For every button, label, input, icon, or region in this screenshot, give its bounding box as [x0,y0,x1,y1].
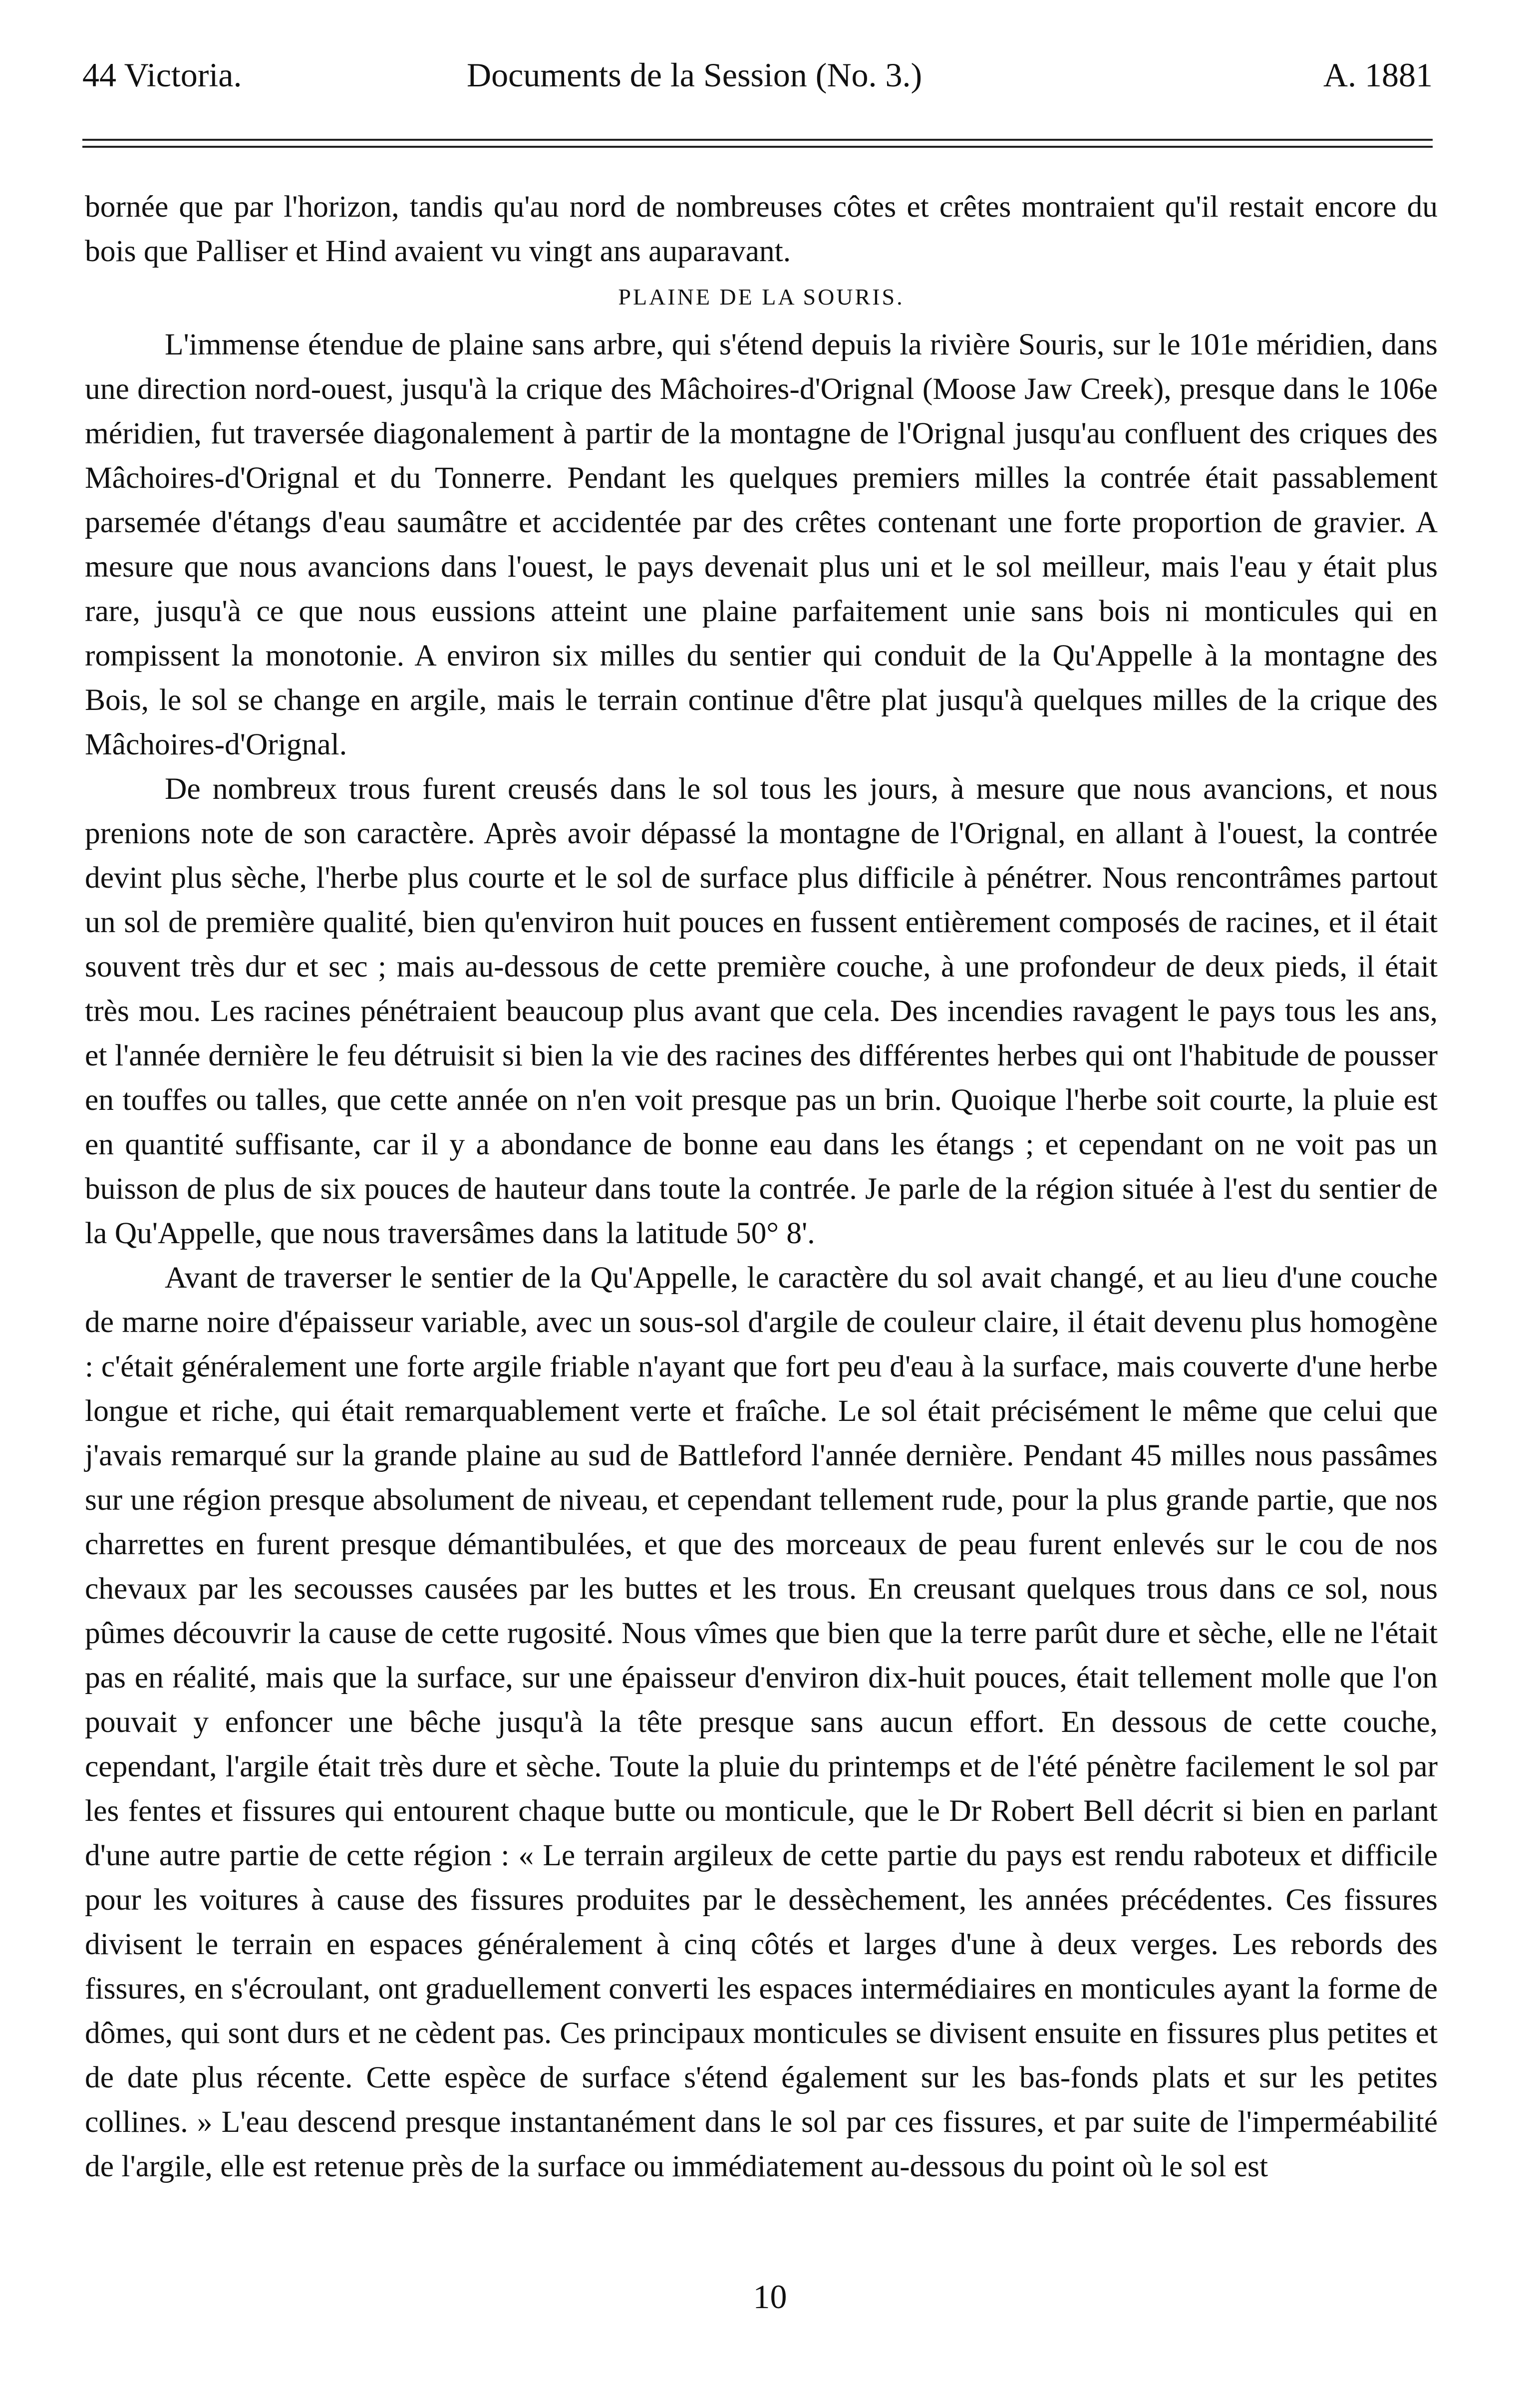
header-rule-bottom [82,146,1433,148]
paragraph: De nombreux trous furent creusés dans le sol tous les jours, à mesure que nous avancions, et nous prenions note de son caractère. Après avoir dépassé la montagne de l'Orignal, en allant à l'ouest, la contrée devint plus sèche, l'herbe plus courte et le sol de surface plus difficile à pénétrer. Nous rencontrâmes partout un sol de première qualité, bien qu'environ huit pouces en fussent entièrement composés de racines, et il était souvent très dur et sec ; mais au-dessous de cette première couche, à une profondeur de deux pieds, il était très mou. Les racines pénétraient beaucoup plus avant que cela. Des incendies ravagent le pays tous les ans, et l'année dernière le feu détruisit si bien la vie des racines des différentes herbes qui ont l'habitude de pousser en touffes ou talles, que cette année on n'en voit presque pas un brin. Quoique l'herbe soit courte, la pluie est en quantité suffisante, car il y a abondance de bonne eau dans les étangs ; et cependant on ne voit pas un buisson de plus de six pouces de hauteur dans toute la contrée. Je parle de la région située à l'est du sentier de la Qu'Appelle, que nous traversâmes dans la latitude 50° 8'. [85,772,1438,1250]
body-text [85,185,1438,2189]
header-rule-top [82,139,1433,141]
header-volume: 44 Victoria. [82,56,242,94]
paragraph-continued: bornée que par l'horizon, tandis qu'au nord de nombreuses côtes et crêtes montraient qu'il restait encore du bois que Palliser et Hind avaient vu vingt ans auparavant. [85,190,1438,268]
header-year: A. 1881 [1323,56,1433,94]
paragraph: Avant de traverser le sentier de la Qu'Appelle, le caractère du sol avait changé, et au lieu d'une couche de marne noire d'épaisseur variable, avec un sous-sol d'argile de couleur claire, il était devenu plus homogène : c'était généralement une forte argile friable n'ayant que fort peu d'eau à la surface, mais couverte d'une herbe longue et riche, qui était remarquablement verte et fraîche. Le sol était précisément le même que celui que j'avais remarqué sur la grande plaine au sud de Battleford l'année dernière. Pendant 45 milles nous passâmes sur une région presque absolument de niveau, et cependant tellement rude, pour la plus grande partie, que nos charrettes en furent presque démantibulées, et que des morceaux de peau furent enlevés sur le cou de nos chevaux par les secousses causées par les buttes et les trous. En creusant quelques trous dans ce sol, nous pûmes découvrir la cause de cette rugosité. Nous vîmes que bien que la terre parût dure et sèche, elle ne l'était pas en réalité, mais que la surface, sur une épaisseur d'environ dix-huit pouces, était tellement molle que l'on pouvait y enfoncer une bêche jusqu'à la tête presque sans aucun effort. En dessous de cette couche, cependant, l'argile était très dure et sèche. Toute la pluie du printemps et de l'été pénètre facilement le sol par les fentes et fissures qui entourent chaque butte ou monticule, que le Dr Robert Bell décrit si bien en parlant d'une autre partie de cette région : « Le terrain argileux de cette partie du pays est rendu raboteux et difficile pour les voitures à cause des fissures produites par le dessèchement, les années précédentes. Ces fissures divisent le terrain en espaces généralement à cinq côtés et larges d'une à deux verges. Les rebords des fissures, en s'écroulant, ont graduellement converti les espaces intermédiaires en monticules ayant la forme de dômes, qui sont durs et ne cèdent pas. Ces principaux monticules se divisent ensuite en fissures plus petites et de date plus récente. Cette espèce de surface s'étend également sur les bas-fonds plats et sur les petites collines. » L'eau descend presque instantanément dans le sol par ces fissures, et par suite de l'imperméabilité de l'argile, elle est retenue près de la surface ou immédiatement au-dessous du point où le sol est [85,1261,1438,2183]
section-heading: PLAINE DE LA SOURIS. [618,284,905,310]
page-number: 10 [753,2278,787,2316]
paragraph: L'immense étendue de plaine sans arbre, qui s'étend depuis la rivière Souris, sur le 101e méridien, dans une direction nord-ouest, jusqu'à la crique des Mâchoires-d'Orignal (Moose Jaw Creek), presque dans le 106e méridien, fut traversée diagonalement à partir de la montagne de l'Orignal jusqu'au confluent des criques des Mâchoires-d'Orignal et du Tonnerre. Pendant les quelques premiers milles la contrée était passablement parsemée d'étangs d'eau saumâtre et accidentée par des crêtes contenant une forte proportion de gravier. A mesure que nous avancions dans l'ouest, le pays devenait plus uni et le sol meilleur, mais l'eau y était plus rare, jusqu'à ce que nous eussions atteint une plaine parfaitement unie sans bois ni monticules qui en rompissent la monotonie. A environ six milles du sentier qui conduit de la Qu'Appelle à la montagne des Bois, le sol se change en argile, mais le terrain continue d'être plat jusqu'à quelques milles de la crique des Mâchoires-d'Orignal. [85,328,1438,761]
header-title: Documents de la Session (No. 3.) [467,56,923,94]
running-header [82,47,1433,102]
